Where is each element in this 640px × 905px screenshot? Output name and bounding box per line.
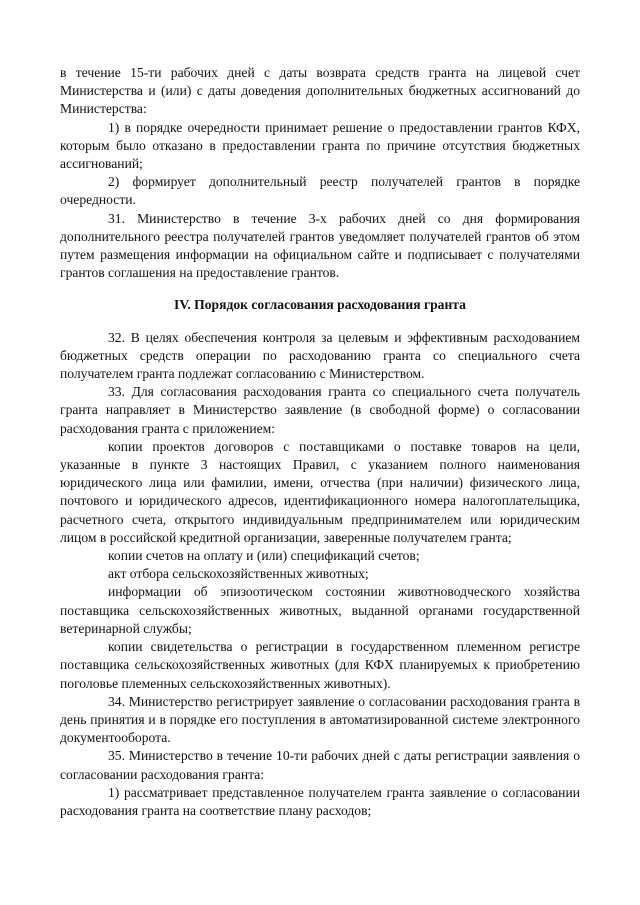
attachment-item-contracts: копии проектов договоров с поставщиками о поставке товаров на цели, указанные в пункте 3 настоящих Правил, с указанием полного наименования юридического лица или фамилии, имени, отчества (при наличии) физического лица, почтового и юридического адресов, идентификационного номера налогоплательщика, расчетного счета, открытого индивидуальным предпринимателем или юридическим лицом в российской кредитной организации, заверенные получателем гранта; (60, 438, 580, 545)
paragraph-32: 32. В целях обеспечения контроля за целевым и эффективным расходованием бюджетных средств операции по расходованию гранта со специального счета получателем гранта подлежат согласованию с Министерством. (60, 329, 580, 382)
paragraph-31: 31. Министерство в течение 3-х рабочих дней со дня формирования дополнительного реестра получателей грантов уведомляет получателей грантов об этом путем размещения информации на официальном сайте и подписывает с получателями грантов соглашения на предоставление грантов. (60, 210, 580, 281)
paragraph-34: 34. Министерство регистрирует заявление о согласовании расходования гранта в день принятия и в порядке его поступления в автоматизированной системе электронного документооборота. (60, 693, 580, 746)
paragraph-35: 35. Министерство в течение 10-ти рабочих дней с даты регистрации заявления о согласовании расходования гранта: (60, 748, 580, 782)
attachment-item-invoices: копии счетов на оплату и (или) спецификаций счетов; (108, 548, 420, 564)
paragraph-item-2: 2) формирует дополнительный реестр получателей грантов в порядке очередности. (60, 174, 580, 208)
attachment-item-epizootic-info: информации об эпизоотическом состоянии животноводческого хозяйства поставщика сельскохозяйственных животных, выданной органами государственной ветеринарной службы; (60, 584, 580, 636)
paragraph-35-item-1: 1) рассматривает представленное получателем гранта заявление о согласовании расходования гранта на соответствие плану расходов; (60, 784, 580, 818)
document-page (60, 64, 580, 820)
attachment-item-breeding-certificate: копии свидетельства о регистрации в государственном племенном регистре поставщика сельскохозяйственных животных (для КФХ планируемых к приобретению поголовье племенных сельскохозяйственных животных). (60, 639, 580, 691)
paragraph-33: 33. Для согласования расходования гранта со специального счета получатель гранта направляет в Министерство заявление (в свободной форме) о согласовании расходования гранта с приложением: (60, 384, 580, 436)
section-heading: IV. Порядок согласования расходования гранта (174, 297, 466, 313)
attachment-item-selection-act: акт отбора сельскохозяйственных животных; (108, 566, 369, 582)
paragraph-continuation: в течение 15-ти рабочих дней с даты возврата средств гранта на лицевой счет Министерства и (или) с даты доведения дополнительных бюджетных ассигнований до Министерства: (60, 65, 580, 117)
paragraph-item-1: 1) в порядке очередности принимает решение о предоставлении грантов КФХ, которым было отказано в предоставлении гранта по причине отсутствия бюджетных ассигнований; (60, 119, 580, 172)
